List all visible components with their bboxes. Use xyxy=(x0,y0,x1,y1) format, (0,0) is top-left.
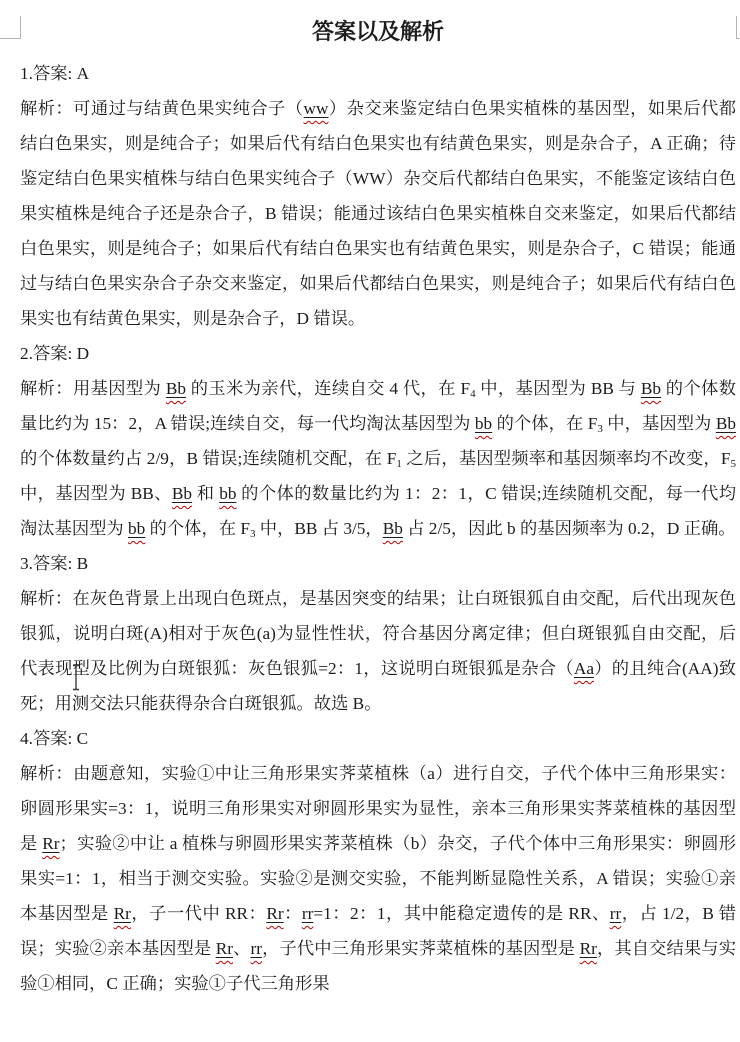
subscript: 4 xyxy=(470,388,476,400)
gene-notation: ww xyxy=(303,99,329,118)
gene-notation: Bb xyxy=(382,519,403,538)
answer-section-3 xyxy=(20,546,736,721)
answer-line-2: 2.答案: D xyxy=(20,344,90,363)
subscript: 3 xyxy=(249,528,256,540)
gene-notation: Aa xyxy=(573,659,594,678)
subscript: 5 xyxy=(730,458,736,470)
gene-notation: bb xyxy=(219,484,237,503)
gene-notation: Rr xyxy=(113,904,131,923)
gene-notation: rr xyxy=(609,904,622,923)
page-title: 答案以及解析 xyxy=(311,19,444,44)
gene-notation: rr xyxy=(301,904,314,923)
document-body xyxy=(0,16,740,1001)
answer-line-1: 1.答案: A xyxy=(20,64,90,83)
gene-notation: Bb xyxy=(171,484,193,503)
gene-notation: Bb xyxy=(640,379,662,398)
gene-notation: Rr xyxy=(266,904,284,923)
gene-notation: Bb xyxy=(715,414,736,433)
answer-line-3: 3.答案: B xyxy=(20,554,89,573)
gene-notation: Rr xyxy=(215,939,233,958)
gene-notation: bb xyxy=(128,519,146,538)
answer-section-4 xyxy=(20,721,736,1001)
gene-notation: bb xyxy=(474,414,493,433)
explanation-paragraph-3: 解析：在灰色背景上出现白色斑点，是基因突变的结果；让白斑银狐自由交配，后代出现灰色银狐，说明白斑(A)相对于灰色(a)为显性性状，符合基因分离定律；但白斑银狐自由交配，后代表现型及比例为白斑银狐：灰色银狐=2：1，这说明白斑银狐是杂合（Aa）的且纯合(AA)致死；用测交法只能获得杂合白斑银狐。故选 B。 xyxy=(20,589,736,713)
document-page xyxy=(0,16,740,1042)
subscript: 3 xyxy=(597,423,603,435)
gene-notation: rr xyxy=(250,939,263,958)
explanation-paragraph-4: 解析：由题意知，实验①中让三角形果实荠菜植株（a）进行自交，子代个体中三角形果实：卵圆形果实=3：1，说明三角形果实对卵圆形果实为显性，亲本三角形果实荠菜植株的基因型是 Rr；实验②中让 a 植株与卵圆形果实荠菜植株（b）杂交，子代个体中三角形果实：卵圆形果实=1：1，相当于测交实验。实验②是测交实验，不能判断显隐性关系，A 错误；实验①亲本基因型是 Rr，子一代中 RR：Rr：rr=1：2：1，其中能稳定遗传的是 RR、rr，占 1/2，B 错误；实验②亲本基因型是 Rr、rr，子代中三角形果实荠菜植株的基因型是 Rr，其自交结果与实验①相同，C 正确；实验①子代三角形果 xyxy=(20,764,736,993)
subscript: 1 xyxy=(396,458,402,470)
answer-section-1 xyxy=(20,56,736,336)
gene-notation: Rr xyxy=(42,834,60,853)
answer-section-2 xyxy=(20,336,736,546)
i-beam-text-cursor-icon xyxy=(70,664,82,691)
explanation-paragraph-2: 解析：用基因型为 Bb 的玉米为亲代，连续自交 4 代，在 $F_4$ 中，基因型为 BB 与 Bb 的个体数量比约为 15：2，A 错误;连续自交，每一代均淘汰基因型为 bb 的个体，在 $F_3$ 中，基因型为 Bb 的个体数量约占 2/9，B 错误;连续随机交配，在 $F_1$ 之后，基因型频率和基因频率均不改变，$F_5$ 中，基因型为 BB、Bb 和 bb 的个体的数量比约为 1：2：1，C 错误;连续随机交配，每一代均淘汰基因型为 bb 的个体，在 $F_3$ 中，BB 占 3/5，Bb 占 2/5，因此 b 的基因频率为 0.2，D 正确。 xyxy=(20,379,736,540)
gene-notation: Bb xyxy=(165,379,187,398)
explanation-paragraph-1: 解析：可通过与结黄色果实纯合子（ww）杂交来鉴定结白色果实植株的基因型，如果后代都结白色果实，则是纯合子；如果后代有结白色果实也有结黄色果实，则是杂合子，A 正确；待鉴定结白色果实植株与结白色果实纯合子（WW）杂交后代都结白色果实，不能鉴定该结白色果实植株是纯合子还是杂合子，B 错误；能通过该结白色果实植株自交来鉴定，如果后代都结白色果实，则是纯合子；如果后代有结白色果实也有结黄色果实，则是杂合子，C 错误；能通过与结白色果实杂合子杂交来鉴定，如果后代都结白色果实，则是纯合子；如果后代有结白色果实也有结黄色果实，则是杂合子，D 错误。 xyxy=(20,99,736,328)
answer-line-4: 4.答案: C xyxy=(20,729,89,748)
gene-notation: Rr xyxy=(579,939,597,958)
